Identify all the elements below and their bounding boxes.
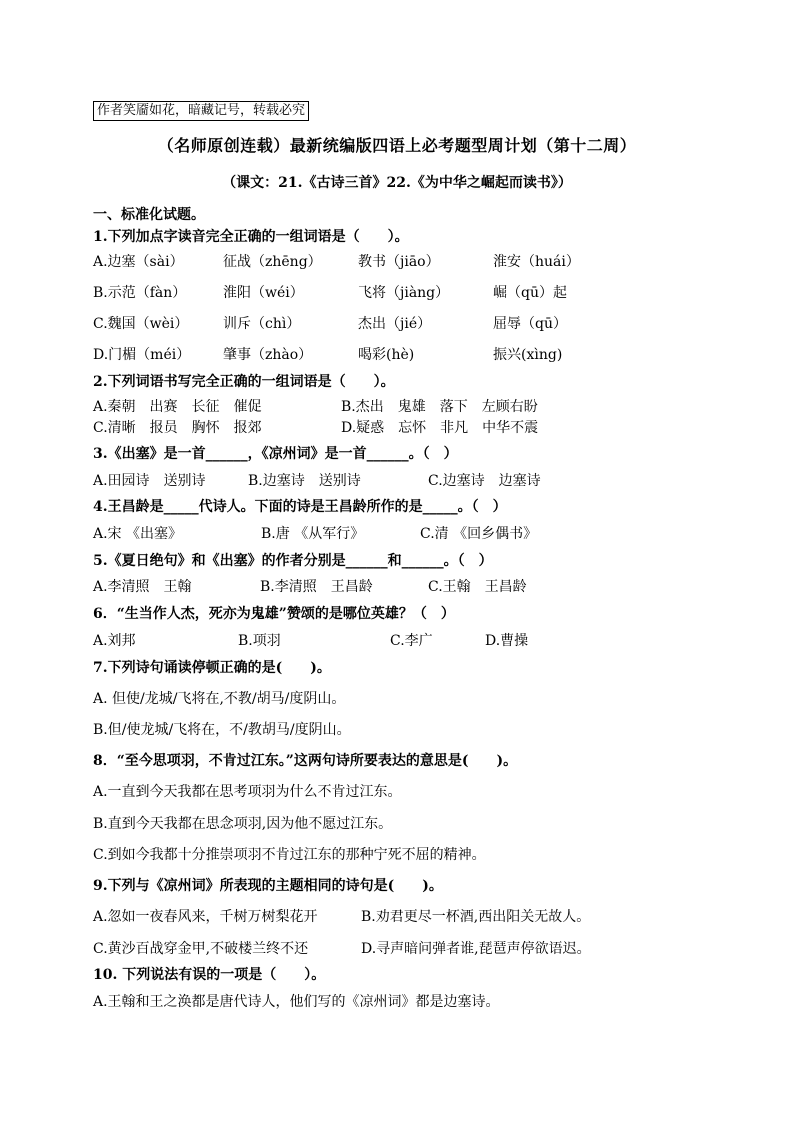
question-7-stem: 7.下列诗句诵读停顿正确的是( )。 xyxy=(93,660,331,676)
option-cell: A.李清照 王翰 xyxy=(93,579,192,595)
option-cell: B.李清照 王昌龄 xyxy=(260,579,373,595)
option-cell: B.劝君更尽一杯酒,西出阳关无故人。 xyxy=(361,909,591,925)
question-9-stem: 9.下列与《凉州词》所表现的主题相同的诗句是( )。 xyxy=(93,878,443,894)
copyright-notice: 作者笑靥如花，暗藏记号，转载必究 xyxy=(93,101,309,121)
question-7-option-b: B.但/使龙城/飞将在，不/教胡马/度阴山。 xyxy=(93,722,351,738)
option-cell: A.秦朝 出赛 长征 催促 xyxy=(93,399,262,415)
question-10-stem: 10. 下列说法有误的一项是（ ）。 xyxy=(93,967,326,983)
option-cell: 飞将（jiàng） xyxy=(358,285,450,301)
question-1-stem: 1.下列加点字读音完全正确的一组词语是（ ）。 xyxy=(93,229,409,245)
question-8-stem: 8．“至今思项羽，不肯过江东。”这两句诗所要表达的意思是( )。 xyxy=(93,753,518,769)
option-cell: A.刘邦 xyxy=(93,633,136,649)
option-cell: 淮阳（wéi） xyxy=(223,285,304,301)
question-8-option-a: A.一直到今天我都在思考项羽为什么不肯过江东。 xyxy=(93,784,402,800)
option-cell: C.清晰 报员 胸怀 报郊 xyxy=(93,420,262,436)
question-4-stem: 4.王昌龄是_____代诗人。下面的诗是王昌龄所作的是_____。（ ） xyxy=(93,499,507,515)
option-cell: C.清 《回乡偶书》 xyxy=(420,526,538,542)
option-cell: C.黄沙百战穿金甲,不破楼兰终不还 xyxy=(93,941,309,957)
option-cell: B.项羽 xyxy=(238,633,281,649)
option-cell: 训斥（chì） xyxy=(223,316,301,332)
option-cell: 肇事（zhào） xyxy=(223,347,313,363)
option-cell: B.边塞诗 送别诗 xyxy=(248,473,361,489)
option-cell: 喝彩(hè) xyxy=(358,347,415,363)
question-6-stem: 6．“生当作人杰，死亦为鬼雄”赞颂的是哪位英雄？（ ） xyxy=(93,606,455,622)
option-cell: D.寻声暗问弹者谁,琵琶声停欲语迟。 xyxy=(361,941,591,957)
question-10-option-a: A.王翰和王之涣都是唐代诗人，他们写的《凉州词》都是边塞诗。 xyxy=(93,994,500,1010)
question-5-stem: 5.《夏日绝句》和《出塞》的作者分别是______和______。（ ） xyxy=(93,553,493,569)
question-7-option-a: A. 但使/龙城/飞将在,不教/胡马/度阴山。 xyxy=(93,691,346,707)
option-cell: A.田园诗 送别诗 xyxy=(93,473,206,489)
option-cell: 振兴(xìng) xyxy=(493,347,563,363)
option-cell: 淮安（huái） xyxy=(493,254,580,270)
page-title: （名师原创连载）最新统编版四语上必考题型周计划（第十二周） xyxy=(157,136,637,155)
question-8-option-c: C.到如今我都十分推崇项羽不肯过江东的那种宁死不屈的精神。 xyxy=(93,847,486,863)
question-2-stem: 2.下列词语书写完全正确的一组词语是（ ）。 xyxy=(93,374,395,390)
option-cell: 屈辱（qū） xyxy=(493,316,567,332)
option-cell: C.李广 xyxy=(390,633,433,649)
option-cell: D.疑惑 忘怀 非凡 中华不震 xyxy=(341,420,539,436)
option-cell: 崛（qū）起 xyxy=(493,285,567,301)
option-cell: A.宋 《出塞》 xyxy=(93,526,183,542)
option-cell: B.示范（fàn） xyxy=(93,285,187,301)
section-heading: 一、标准化试题。 xyxy=(93,207,205,223)
option-cell: B.杰出 鬼雄 落下 左顾右盼 xyxy=(341,399,538,415)
option-cell: 杰出（jié） xyxy=(358,316,432,332)
option-cell: A.边塞（sài） xyxy=(93,254,184,270)
option-cell: D.曹操 xyxy=(485,633,529,649)
option-cell: 教书（jiāo） xyxy=(358,254,440,270)
question-3-stem: 3.《出塞》是一首______，《凉州词》是一首______。（ ） xyxy=(93,446,458,462)
option-cell: 征战（zhēng） xyxy=(223,254,322,270)
option-cell: B.唐 《从军行》 xyxy=(261,526,365,542)
option-cell: C.边塞诗 边塞诗 xyxy=(428,473,541,489)
option-cell: D.门楣（méi） xyxy=(93,347,191,363)
page-subtitle: （课文：21.《古诗三首》22.《为中华之崛起而读书》） xyxy=(222,175,572,191)
question-8-option-b: B.直到今天我都在思念项羽,因为他不愿过江东。 xyxy=(93,816,393,832)
option-cell: A.忽如一夜春风来，千树万树梨花开 xyxy=(93,909,318,925)
option-cell: C.王翰 王昌龄 xyxy=(428,579,527,595)
option-cell: C.魏国（wèi） xyxy=(93,316,189,332)
